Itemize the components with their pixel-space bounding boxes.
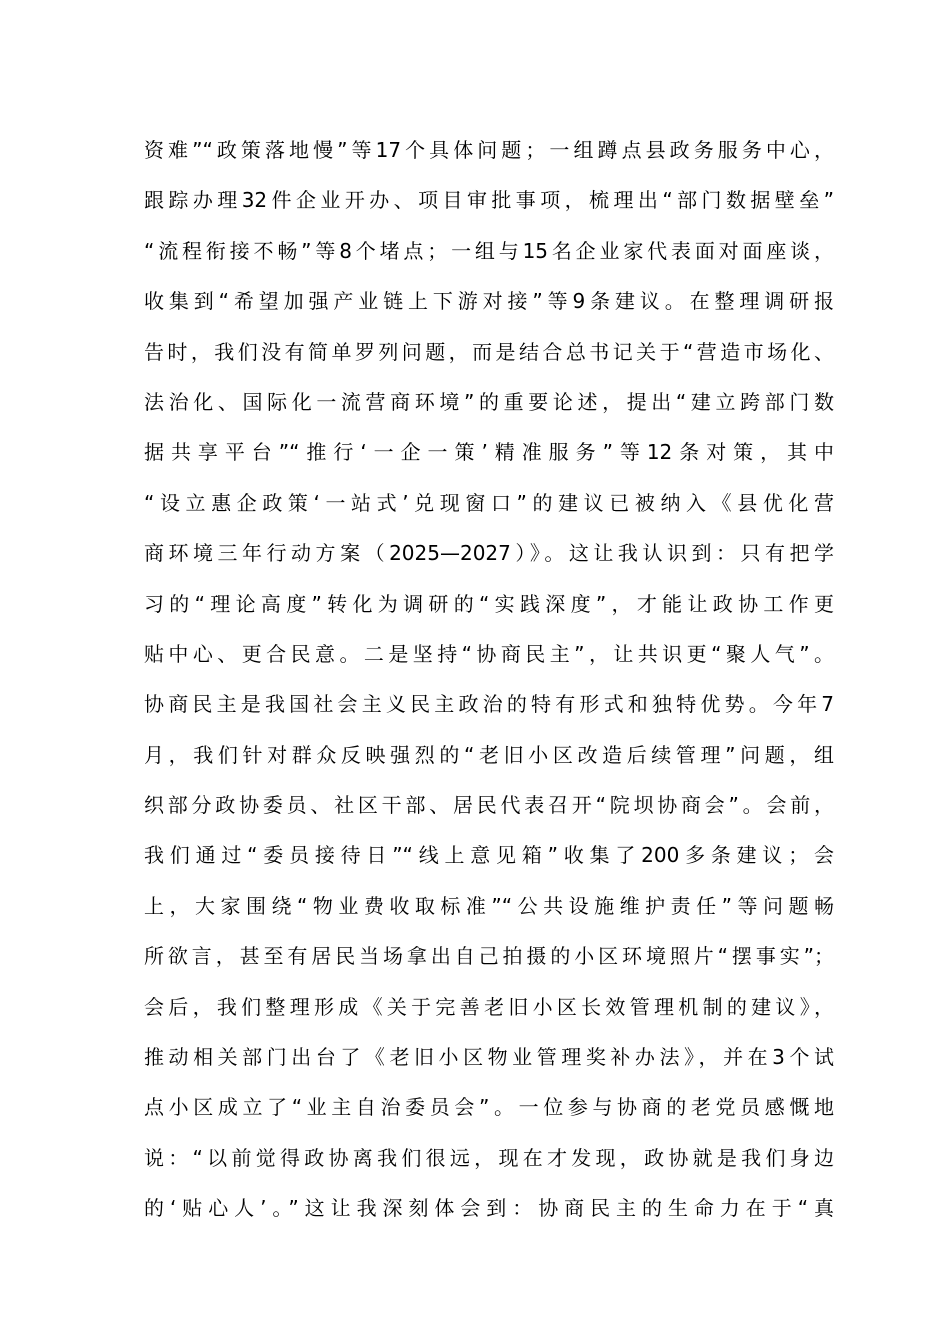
text-line: 收集到“希望加强产业链上下游对接”等9条建议。在整理调研报	[144, 289, 834, 314]
text-line: 推动相关部门出台了《老旧小区物业管理奖补办法》，并在3个试	[144, 1045, 834, 1070]
text-line: 资难”“政策落地慢”等17个具体问题；一组蹲点县政务服务中心，	[144, 138, 834, 162]
text-line: 商环境三年行动方案（2025—2027）》。这让我认识到：只有把学	[144, 541, 834, 566]
text-line: 的‘贴心人’。”这让我深刻体会到：协商民主的生命力在于“真	[144, 1196, 834, 1221]
text-line: 习的“理论高度”转化为调研的“实践深度”，才能让政协工作更	[144, 591, 834, 616]
text-line: 我们通过“委员接待日”“线上意见箱”收集了200多条建议；会	[144, 843, 834, 868]
text-line: 贴中心、更合民意。二是坚持“协商民主”，让共识更“聚人气”。	[144, 641, 834, 666]
text-line: 上，大家围绕“物业费收取标准”“公共设施维护责任”等问题畅	[144, 893, 834, 918]
text-line: 告时，我们没有简单罗列问题，而是结合总书记关于“营造市场化、	[144, 339, 834, 364]
text-line: 据共享平台”“推行‘一企一策’精准服务”等12条对策，其中	[144, 440, 834, 465]
text-line: 跟踪办理32件企业开办、项目审批事项，梳理出“部门数据壁垒”	[144, 188, 834, 213]
text-line: “设立惠企政策‘一站式’兑现窗口”的建议已被纳入《县优化营	[144, 490, 834, 515]
body-text	[144, 134, 834, 1243]
text-line: 织部分政协委员、社区干部、居民代表召开“院坝协商会”。会前，	[144, 793, 834, 818]
text-line: 法治化、国际化一流营商环境”的重要论述，提出“建立跨部门数	[144, 389, 834, 414]
text-line: “流程衔接不畅”等8个堵点；一组与15名企业家代表面对面座谈，	[144, 238, 834, 263]
text-line: 月，我们针对群众反映强烈的“老旧小区改造后续管理”问题，组	[144, 742, 834, 767]
text-line: 说：“以前觉得政协离我们很远，现在才发现，政协就是我们身边	[144, 1145, 834, 1170]
text-line: 协商民主是我国社会主义民主政治的特有形式和独特优势。今年7	[144, 692, 834, 717]
text-line: 会后，我们整理形成《关于完善老旧小区长效管理机制的建议》，	[144, 994, 834, 1019]
text-line: 点小区成立了“业主自治委员会”。一位参与协商的老党员感慨地	[144, 1095, 834, 1120]
text-line: 所欲言，甚至有居民当场拿出自己拍摄的小区环境照片“摆事实”；	[144, 944, 834, 969]
